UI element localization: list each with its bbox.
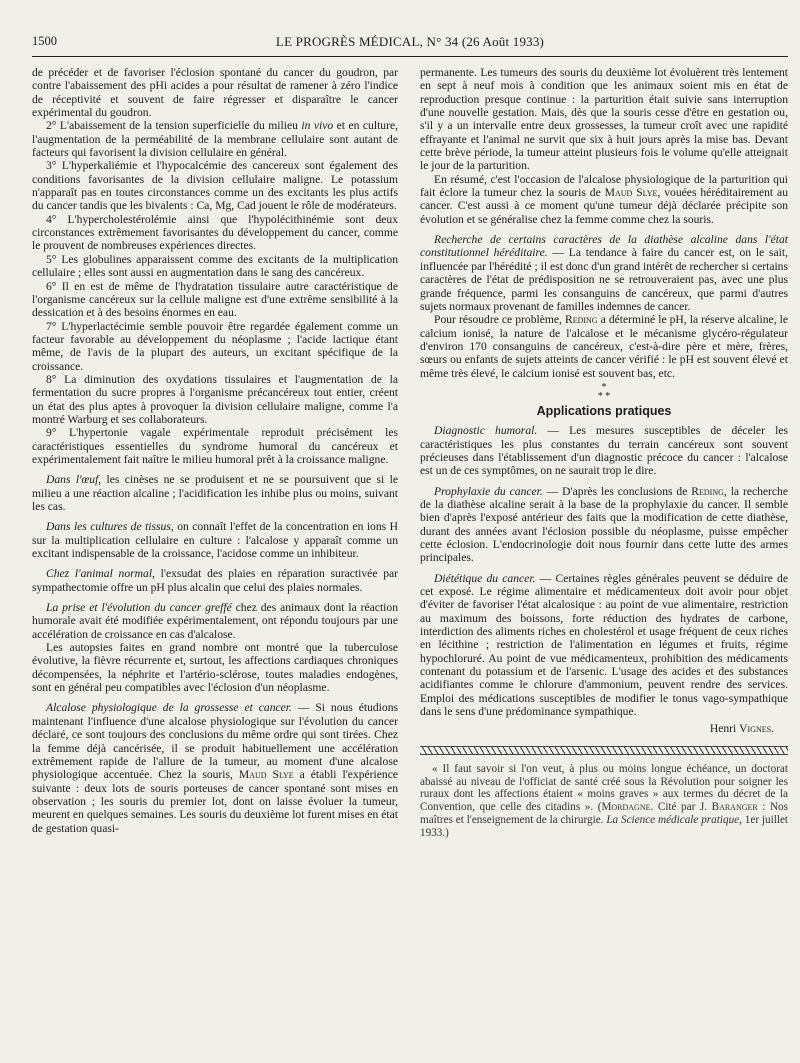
- paragraph: La prise et l'évolution du cancer greffé chez des animaux dont la réaction humorale avait été modifiée expérimentalement, ont répondu toujours par une accélération de croissance en cas d'alcalose.: [32, 601, 398, 641]
- paragraph: 2° L'abaissement de la tension superficielle du milieu in vivo et en culture, l'augmentation de la perméabilité de la membrane cellulaire sont autant de facteurs qui favorisent la division cellulaire en général.: [32, 119, 399, 160]
- section-separator: * * *: [597, 381, 611, 402]
- paragraph: 5° Les globulines apparaissent comme des excitants de la multiplication cellulaire ; elles sont aussi en augmentation dans le sang des cancéreux.: [32, 252, 398, 280]
- right-column: [420, 66, 788, 840]
- running-title: LE PROGRÈS MÉDICAL, N° 34 (26 Août 1933): [275, 34, 545, 49]
- paragraph: 9° L'hypertonie vagale expérimentale reproduit précisément les caractéristiques essentielles du syndrome humoral du cancéreux et expérimentalement fait naître le milieu humoral prêt à la croissance maligne.: [32, 426, 398, 466]
- paragraph: 4° L'hypercholestérolémie ainsi que l'hypolécithinémie sont deux circonstances extrêmement favorisantes du développement du cancer, comme le prouvent de nombreuses expériences directes.: [32, 212, 398, 253]
- left-column: [32, 66, 398, 835]
- paragraph: Dans l'œuf, les cinèses ne se produisent et ne se poursuivent que si le milieu a une réaction alcaline ; l'acidification les inhibe plus ou moins, suivant les cas.: [32, 473, 398, 513]
- paragraph: Diététique du cancer. — Certaines règles générales peuvent se déduire de cet exposé. Le régime alimentaire et médicamenteux doit avoir pour objet d'éviter de favoriser l'état alcalosique : au point de vue alimentaire, restriction au maximum des boissons, forte réduction des hydrates de carbone, interdiction des aliments riches en cholestérol et usage fréquent de ceux riches en lécithine ; restriction de l'alimentation en légumes et fruits, régime hypochloruré. Au point de vue médicamenteux, prohibition des médicaments contenant du potassium et de l'arsenic. L'usage des acides et des substances acidifiantes comme le chlorure d'ammonium, peuvent rendre des services. Emploi des médications susceptibles de modifier le tonus vago-sympathique dans le sens d'une prédominance sympathique.: [420, 571, 788, 719]
- paragraph: Dans les cultures de tissus, on connaît l'effet de la concentration en ions H sur la multiplication cellulaire en culture : l'alcalose y apparaît comme un excitant indispensable de la croissance, l'acidose comme un inhibiteur.: [32, 520, 398, 561]
- page-number: 1500: [32, 34, 57, 48]
- header-rule: [32, 56, 788, 57]
- paragraph: 7° L'hyperlactécimie semble pouvoir être regardée également comme un facteur favorable au développement du néoplasme ; l'acide lactique étant même, de l'avis de la plupart des auteurs, un excitant spécifique de la croissance.: [32, 319, 398, 373]
- paragraph: Chez l'animal normal, l'exsudat des plaies en réparation suractivée par sympathectomie offre un pH plus alcalin que celui des plaies normales.: [32, 567, 398, 594]
- quotation-box: [420, 763, 788, 840]
- paragraph: Recherche de certains caractères de la diathèse alcaline dans l'état constitutionnel héréditaire. — La tendance à faire du cancer est, on le sait, influencée par l'hérédité ; il est donc d'un grand intérêt de rechercher si certains caractères de l'état de prédisposition ne se retrouveraient pas, avec une plus grande fréquence, parmi les consanguins de cancéreux, que parmi d'autres sujets normaux provenant de familles indemnes de cancer.: [420, 233, 788, 313]
- paragraph: Prophylaxie du cancer. — D'après les conclusions de Reding, la recherche de la diathèse alcaline serait à la base de la prophylaxie du cancer. Il semble bien d'après l'exposé antérieur des faits que la modification de cette diathèse, durant des années avant l'éclosion possible du néoplasme, puisse empêcher cette éclosion. L'endocrinologie doit nous fournir dans cette lutte des armes principales.: [420, 484, 788, 565]
- paragraph: 8° La diminution des oxydations tissulaires et l'augmentation de la fermentation du sucre propres à l'organisme précancéreux tout entier, créent un état des plus aptes à provoquer la division cellulaire maligne, comme l'a montré Warburg et ses collaborateurs.: [32, 372, 398, 426]
- paragraph: Alcalose physiologique de la grossesse et cancer. — Si nous étudions maintenant l'influence d'une alcalose physiologique sur l'évolution du cancer déclaré, ce sont toujours des conclusions du même ordre qui sont tirées. Chez la femme déjà cancérisée, il se produit habituellement une accélération extrêmement rapide de l'allure de la tumeur, au moment d'une alcalose physiologique accentuée. Chez la souris, Maud Slye a établi l'expérience suivante : deux lots de souris porteuses de cancer spontané sont mises en observation ; les souris du premier lot, dont on laisse évoluer la tumeur, meurent en quelques semaines. Les souris du deuxième lot furent mises en état de gestation quasi-: [32, 701, 399, 835]
- paragraph: En résumé, c'est l'occasion de l'alcalose physiologique de la parturition qui fait éclore la tumeur chez la souris de Maud Slye, vouées héréditairement au cancer. C'est aussi à ce moment qu'une tumeur déjà déclarée précipite son évolution et se généralise chez la femme comme chez la souris.: [420, 172, 789, 226]
- paragraph: de précéder et de favoriser l'éclosion spontané du cancer du goudron, par contre l'abaissement des pHi acides a pour résultat de ramener à zéro l'indice de réceptivité et souvent de faire régresser et disparaître le cancer expérimental du goudron.: [32, 66, 398, 120]
- paragraph: 6° Il en est de même de l'hydratation tissulaire autre caractéristique de l'organisme cancéreux sur la cellule maligne est d'une extrême sensibilité à la dessication et à des besoins énormes en eau.: [32, 279, 398, 320]
- section-heading: Applications pratiques: [536, 403, 672, 418]
- paragraph: Pour résoudre ce problème, Reding a déterminé le pH, la réserve alcaline, le calcium ionisé, la nature de l'alcalose et le mécanisme glycéro-régulateur d'environ 170 consanguins de cancéreux, c'est-à-dire père et mère, frères, sœurs ou enfants de sujets atteints de cancer vérifié : le pH est souvent élevé et même très élevé, le calcium ionisé est souvent bas, etc.: [420, 313, 789, 380]
- quotation: « Il faut savoir si l'on veut, à plus ou moins longue échéance, un doctorat abaissé au niveau de l'officiat de santé créé sous la Révolution pour soigner les ruraux dont les affections étaient « moins graves » aux termes du décret de la Convention, que celle des citadins ». (Mordagne. Cité par J. Baranger : Nos maîtres et l'enseignement de la chirurgie. La Science médicale pratique, 1er juillet 1933.): [420, 762, 789, 839]
- author-signature: Henri Vignes.: [709, 722, 774, 736]
- paragraph: 3° L'hyperkaliémie et l'hypocalcémie des cancereux sont également des conditions favorisantes de la division cellulaire maligne. Le potassium n'apparaît pas en toutes circonstances comme un des excitants les plus actifs du cancer tandis que les bivalents : Ca, Mg, Cad jouent le rôle de modérateurs.: [32, 159, 398, 213]
- paragraph: permanente. Les tumeurs des souris du deuxième lot évoluèrent très lentement en sept à neuf mois à condition que les animaux soient mis en état de reproduction presque continue : la parturition était suivie sans interruption d'une nouvelle gestation. Mais, dès que la souris cesse d'être en gestation ou, s'il y a un intervalle entre deux grossesses, la tumeur croît avec une rapidité effrayante et l'animal ne survit que six à huit jours après la mise bas. Devant cette brève période, la tumeur atteint plusieurs fois le volume qu'elle atteignait le jour de la parturition.: [420, 66, 788, 173]
- paragraph: Diagnostic humoral. — Les mesures susceptibles de déceler les caractéristiques les plus constantes du terrain cancéreux sont souvent précieuses dans l'établissement d'un diagnostic précoce du cancer : l'alcalose est un de ces symptômes, on ne saurait trop le dire.: [420, 424, 788, 478]
- running-header: [32, 32, 788, 52]
- decorative-divider: [420, 746, 788, 755]
- paragraph: Les autopsies faites en grand nombre ont montré que la tuberculose évolutive, la fièvre récurrente et, surtout, les affections cardiaques chroniques décompensées, la néphrite et l'artério-sclérose, toutes maladies endogènes, sont en général peu compatibles avec l'éclosion d'un néoplasme.: [32, 641, 398, 695]
